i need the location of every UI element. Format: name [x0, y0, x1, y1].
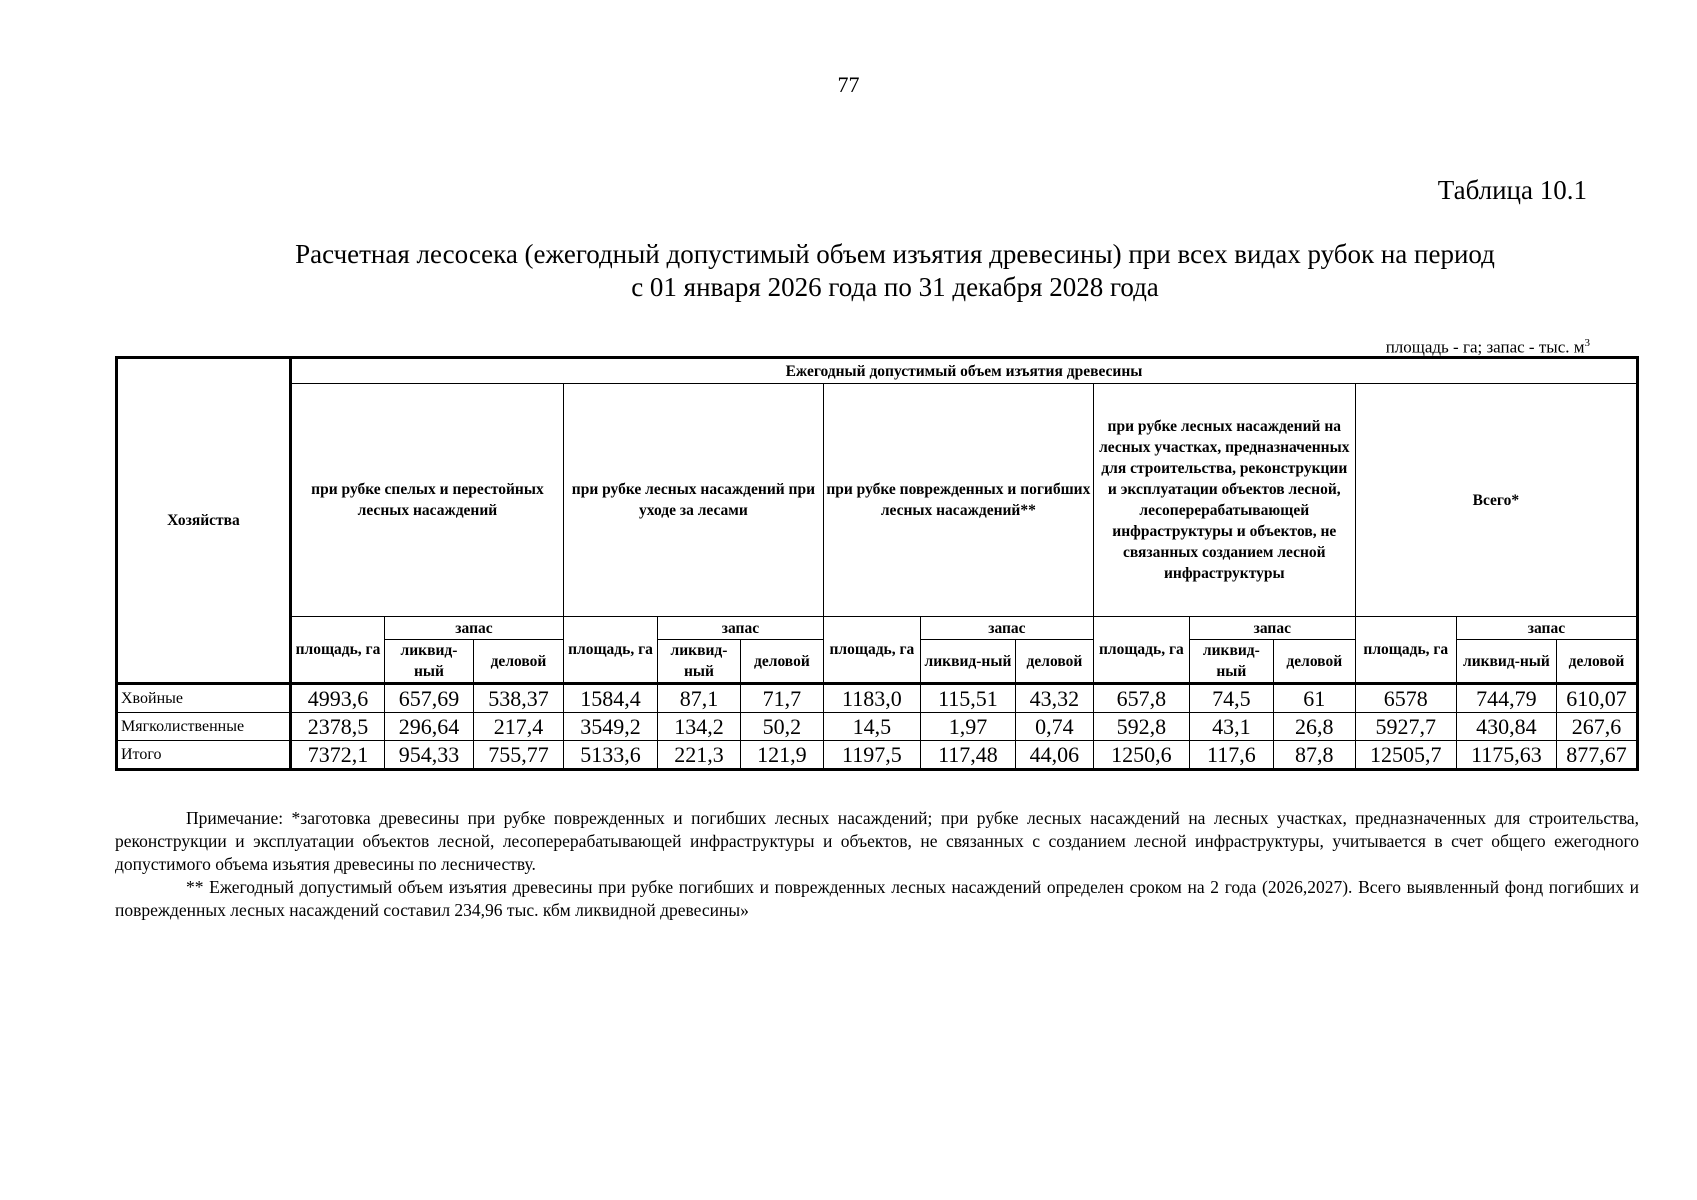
table-body: [117, 684, 1638, 770]
table-cell: 755,77: [473, 741, 563, 770]
table-cell: 217,4: [473, 713, 563, 741]
table-cell: 221,3: [658, 741, 741, 770]
table-cell: 2378,5: [290, 713, 384, 741]
table-cell: 43,32: [1015, 684, 1093, 713]
table-cell: 4993,6: [290, 684, 384, 713]
table-cell: 14,5: [823, 713, 920, 741]
table-cell: 115,51: [920, 684, 1015, 713]
table-cell: 87,8: [1273, 741, 1355, 770]
table-cell: 430,84: [1456, 713, 1556, 741]
row-name: Мягколиственные: [117, 713, 291, 741]
table-row: [117, 684, 1638, 713]
row-name: Итого: [117, 741, 291, 770]
subheader-area: площадь, га: [290, 617, 384, 684]
table-cell: 3549,2: [563, 713, 657, 741]
table-cell: 117,6: [1189, 741, 1273, 770]
subheader-liquid: ликвид-ный: [384, 640, 473, 684]
table-cell: 44,06: [1015, 741, 1093, 770]
table-cell: 1,97: [920, 713, 1015, 741]
table-container: [115, 356, 1639, 771]
table-cell: 538,37: [473, 684, 563, 713]
subheader-business: деловой: [1015, 640, 1093, 684]
group-header-thinning: при рубке лесных насаждений при уходе за лесами: [563, 384, 823, 617]
subheader-area: площадь, га: [1093, 617, 1189, 684]
group-header-total: Всего*: [1355, 384, 1637, 617]
subheader-business: деловой: [1273, 640, 1355, 684]
table-label: Таблица 10.1: [1437, 175, 1587, 205]
table-cell: 954,33: [384, 741, 473, 770]
table-cell: 657,69: [384, 684, 473, 713]
table-cell: 12505,7: [1355, 741, 1456, 770]
table-row: [117, 713, 1638, 741]
title-line-2: с 01 января 2026 года по 31 декабря 2028 года: [631, 272, 1159, 302]
table-cell: 50,2: [740, 713, 823, 741]
corner-header: Хозяйства: [117, 358, 291, 684]
page-number: 77: [837, 72, 860, 97]
table-cell: 296,64: [384, 713, 473, 741]
table-cell: 610,07: [1556, 684, 1637, 713]
table-cell: 61: [1273, 684, 1355, 713]
subheader-stock: запас: [384, 617, 563, 640]
subheader-stock: запас: [1456, 617, 1637, 640]
top-header: Ежегодный допустимый объем изъятия древесины: [290, 358, 1637, 384]
table-cell: 1250,6: [1093, 741, 1189, 770]
subheader-stock: запас: [1189, 617, 1355, 640]
table-cell: 592,8: [1093, 713, 1189, 741]
table-cell: 26,8: [1273, 713, 1355, 741]
subheader-area: площадь, га: [823, 617, 920, 684]
table-cell: 1584,4: [563, 684, 657, 713]
table-cell: 7372,1: [290, 741, 384, 770]
table-cell: 74,5: [1189, 684, 1273, 713]
table-cell: 267,6: [1556, 713, 1637, 741]
harvest-table: [115, 356, 1639, 771]
units-note: [1386, 337, 1590, 358]
table-cell: 71,7: [740, 684, 823, 713]
table-cell: 0,74: [1015, 713, 1093, 741]
table-cell: 5927,7: [1355, 713, 1456, 741]
subheader-liquid: ликвид-ный: [1456, 640, 1556, 684]
table-cell: 1197,5: [823, 741, 920, 770]
row-name: Хвойные: [117, 684, 291, 713]
group-header-mature: при рубке спелых и перестойных лесных насаждений: [290, 384, 563, 617]
table-cell: 1175,63: [1456, 741, 1556, 770]
subheader-area: площадь, га: [563, 617, 657, 684]
note-1: Примечание: *заготовка древесины при рубке поврежденных и погибших лесных насаждений; при рубке лесных насаждений на лесных участках, предназначенных для строительства, реконструкции и эксплуатации объектов лесной, лесоперерабатывающей инфраструктуры и объектов, не связанных с созданием лесной инфраструктуры, учитывается в счет общего ежегодного допустимого объема изьятия древесины по лесничеству.: [115, 808, 1639, 874]
units-superscript: 3: [1584, 337, 1590, 349]
table-cell: 1183,0: [823, 684, 920, 713]
subheader-stock: запас: [658, 617, 824, 640]
document-title: [200, 238, 1590, 304]
subheader-liquid: ликвид-ный: [1189, 640, 1273, 684]
group-header-damaged: при рубке поврежденных и погибших лесных насаждений**: [823, 384, 1093, 617]
table-cell: 877,67: [1556, 741, 1637, 770]
group-header-construction: при рубке лесных насаждений на лесных участках, предназначенных для строительства, реконструкции и эксплуатации объектов лесной, лесоперерабатывающей инфраструктуры и объектов, не связанных созданием лесной инфраструктуры: [1093, 384, 1355, 617]
subheader-business: деловой: [1556, 640, 1637, 684]
table-cell: 6578: [1355, 684, 1456, 713]
table-cell: 134,2: [658, 713, 741, 741]
subheader-business: деловой: [473, 640, 563, 684]
table-cell: 87,1: [658, 684, 741, 713]
subheader-stock: запас: [920, 617, 1093, 640]
title-line-1: Расчетная лесосека (ежегодный допустимый объем изъятия древесины) при всех видах рубок на период: [295, 239, 1495, 269]
table-cell: 121,9: [740, 741, 823, 770]
units-text: площадь - га; запас - тыс. м: [1385, 337, 1585, 357]
table-cell: 117,48: [920, 741, 1015, 770]
subheader-liquid: ликвид-ный: [920, 640, 1015, 684]
subheader-business: деловой: [740, 640, 823, 684]
table-cell: 744,79: [1456, 684, 1556, 713]
table-cell: 657,8: [1093, 684, 1189, 713]
table-cell: 5133,6: [563, 741, 657, 770]
subheader-liquid: ликвид-ный: [658, 640, 741, 684]
subheader-area: площадь, га: [1355, 617, 1456, 684]
note-2: ** Ежегодный допустимый объем изъятия древесины при рубке погибших и поврежденных лесных насаждений определен сроком на 2 года (2026,2027). Всего выявленный фонд погибших и поврежденных лесных насаждений составил 234,96 тыс. кбм ликвидной древесины»: [115, 877, 1639, 920]
table-cell: 43,1: [1189, 713, 1273, 741]
table-row: [117, 741, 1638, 770]
notes: [115, 807, 1639, 922]
